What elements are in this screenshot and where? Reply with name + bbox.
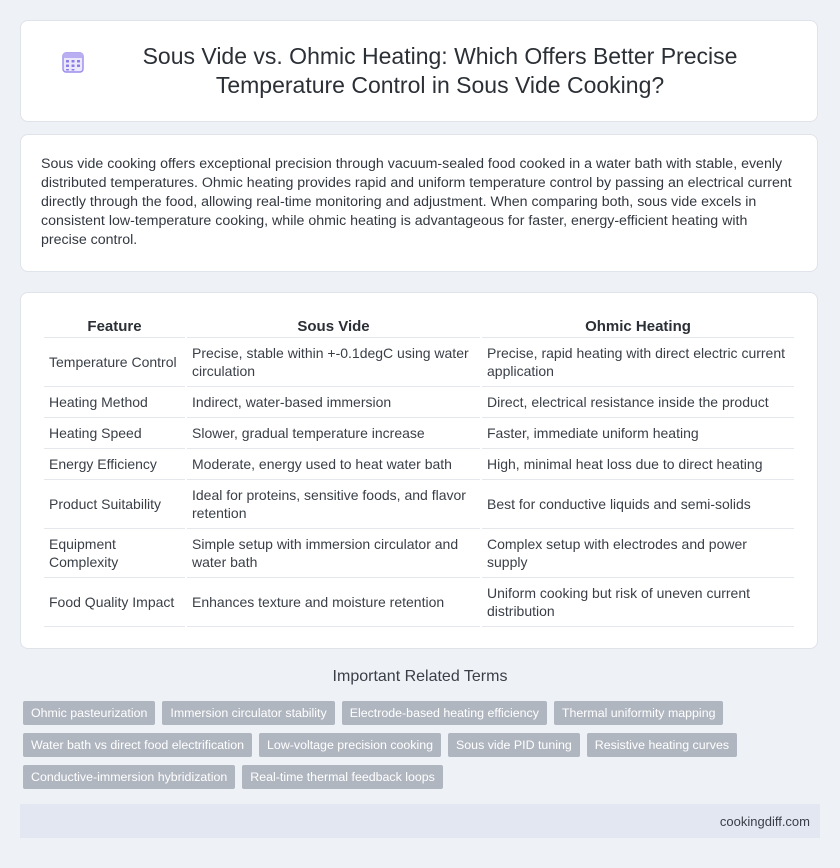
footer-bar: [20, 804, 820, 838]
sous-vide-cell: Enhances texture and moisture retention: [187, 578, 480, 627]
related-term-tag[interactable]: Electrode-based heating efficiency: [342, 701, 547, 725]
related-term-tag[interactable]: Real-time thermal feedback loops: [242, 765, 443, 789]
table-header-row: [44, 313, 794, 338]
title-wrap: [21, 42, 817, 100]
related-terms-list: [23, 701, 813, 789]
intro-paragraph: Sous vide cooking offers exceptional precision through vacuum-sealed food cooked in a water bath with stable, evenly distributed temperatures. Ohmic heating provides rapid and uniform temperature control by passing an electrical current directly through the food, allowing real-time monitoring and adjustment. When comparing both, sous vide excels in consistent low-temperature cooking, while ohmic heating is advantageous for faster, energy-efficient heating with precise control.: [41, 156, 792, 248]
feature-cell: Equipment Complexity: [44, 529, 185, 578]
header-sous-vide: Sous Vide: [187, 313, 480, 338]
header-ohmic-heating: Ohmic Heating: [482, 313, 794, 338]
related-term-tag[interactable]: Resistive heating curves: [587, 733, 737, 757]
sous-vide-cell: Precise, stable within +-0.1degC using water circulation: [187, 338, 480, 387]
related-terms-heading: Important Related Terms: [332, 668, 508, 685]
ohmic-cell: Best for conductive liquids and semi-solids: [482, 480, 794, 529]
comparison-table: [42, 313, 796, 627]
feature-cell: Energy Efficiency: [44, 449, 185, 480]
table-row: [44, 529, 794, 578]
related-term-tag[interactable]: Water bath vs direct food electrification: [23, 733, 252, 757]
ohmic-cell: Faster, immediate uniform heating: [482, 418, 794, 449]
intro-card: [20, 134, 818, 272]
ohmic-cell: Direct, electrical resistance inside the product: [482, 387, 794, 418]
table-row: [44, 480, 794, 529]
sous-vide-cell: Ideal for proteins, sensitive foods, and flavor retention: [187, 480, 480, 529]
related-term-tag[interactable]: Low-voltage precision cooking: [259, 733, 441, 757]
related-term-tag[interactable]: Sous vide PID tuning: [448, 733, 580, 757]
feature-cell: Product Suitability: [44, 480, 185, 529]
sous-vide-cell: Indirect, water-based immersion: [187, 387, 480, 418]
feature-cell: Temperature Control: [44, 338, 185, 387]
related-term-tag[interactable]: Immersion circulator stability: [162, 701, 334, 725]
sous-vide-cell: Moderate, energy used to heat water bath: [187, 449, 480, 480]
table-row: [44, 449, 794, 480]
header-feature: Feature: [44, 313, 185, 338]
calendar-grid-icon: [61, 50, 85, 74]
related-term-tag[interactable]: Conductive-immersion hybridization: [23, 765, 235, 789]
table-row: [44, 387, 794, 418]
sous-vide-cell: Simple setup with immersion circulator and water bath: [187, 529, 480, 578]
page-title: Sous Vide vs. Ohmic Heating: Which Offers Better Precise Temperature Control in Sous Vide Cooking?: [142, 43, 738, 98]
table-row: [44, 338, 794, 387]
feature-cell: Heating Method: [44, 387, 185, 418]
ohmic-cell: High, minimal heat loss due to direct heating: [482, 449, 794, 480]
table-row: [44, 578, 794, 627]
sous-vide-cell: Slower, gradual temperature increase: [187, 418, 480, 449]
related-term-tag[interactable]: Thermal uniformity mapping: [554, 701, 724, 725]
table-row: [44, 418, 794, 449]
feature-cell: Heating Speed: [44, 418, 185, 449]
ohmic-cell: Uniform cooking but risk of uneven current distribution: [482, 578, 794, 627]
feature-cell: Food Quality Impact: [44, 578, 185, 627]
comparison-table-card: [20, 292, 818, 649]
related-term-tag[interactable]: Ohmic pasteurization: [23, 701, 155, 725]
ohmic-cell: Precise, rapid heating with direct electric current application: [482, 338, 794, 387]
title-card: [20, 20, 818, 122]
footer-site-link[interactable]: cookingdiff.com: [719, 813, 810, 829]
ohmic-cell: Complex setup with electrodes and power supply: [482, 529, 794, 578]
